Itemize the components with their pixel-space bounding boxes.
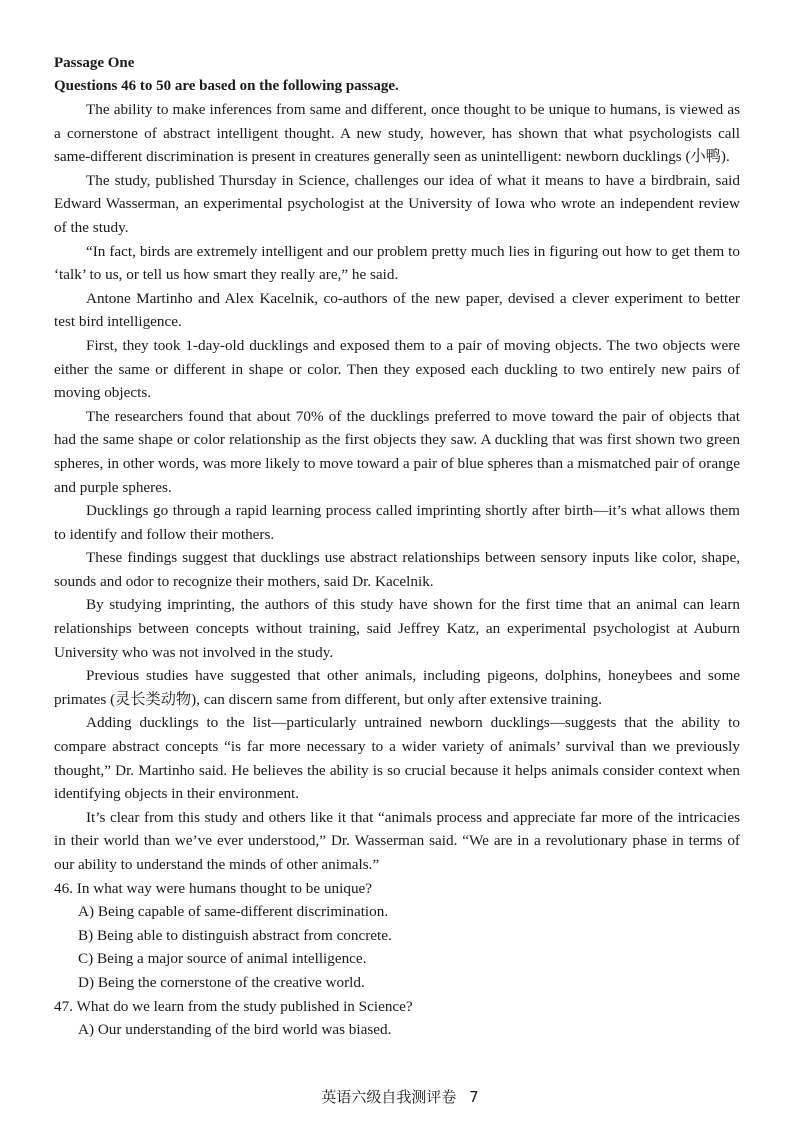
passage-paragraph-8: These findings suggest that ducklings use abstract relationships between sensory inputs like color, shape, sounds and odor to recognize their mothers, said Dr. Kacelnik. — [54, 549, 740, 590]
option-d: D) Being the cornerstone of the creative world. — [78, 973, 365, 991]
passage-paragraph-6: The researchers found that about 70% of the ducklings preferred to move toward the pair of objects that had the same shape or color relationship as the first objects they saw. A duckling that was first shown two green spheres, in other words, was more likely to move toward a pair of blue spheres than a mismatched pair of orange and purple spheres. — [54, 407, 740, 496]
passage-body — [54, 98, 740, 877]
passage-paragraph-5: First, they took 1-day-old ducklings and exposed them to a pair of moving objects. The two objects were either the same or different in shape or color. Then they exposed each duckling to two entirely new pairs of moving objects. — [54, 336, 740, 402]
passage-paragraph-1: The ability to make inferences from same and different, once thought to be unique to humans, is viewed as a cornerstone of abstract intelligent thought. A new study, however, has shown that what psychologists call same-different discrimination is present in creatures generally seen as unintelligent: newborn ducklings (小鸭). — [54, 101, 740, 166]
passage-paragraph-2: The study, published Thursday in Science, challenges our idea of what it means to have a birdbrain, said Edward Wasserman, an experimental psychologist at the University of Iowa who wrote an independent review of the study. — [54, 171, 740, 236]
passage-paragraph-12: It’s clear from this study and others like it that “animals process and appreciate far more of the intricacies in their world than we’ve ever understood,” Dr. Wasserman said. “We are in a revolutionary phase in terms of our ability to understand the minds of other animals.” — [54, 808, 740, 873]
question-stem: 47. What do we learn from the study published in Science? — [54, 997, 413, 1015]
option-a: A) Our understanding of the bird world was biased. — [78, 1021, 392, 1039]
passage-paragraph-7: Ducklings go through a rapid learning process called imprinting shortly after birth—it’s what allows them to identify and follow their mothers. — [54, 502, 740, 543]
option-b: B) Being able to distinguish abstract from concrete. — [78, 926, 392, 944]
option-c: C) Being a major source of animal intelligence. — [78, 950, 367, 968]
passage-paragraph-3: “In fact, birds are extremely intelligent and our problem pretty much lies in figuring out how to get them to ‘talk’ to us, or tell us how smart they really are,” he said. — [54, 242, 740, 284]
question-47 — [54, 995, 740, 1042]
option-a: A) Being capable of same-different discrimination. — [78, 903, 389, 921]
page-footer — [0, 1086, 800, 1107]
passage-paragraph-10: Previous studies have suggested that other animals, including pigeons, dolphins, honeybees and some primates (灵长类动物), can discern same from different, but only after extensive training. — [54, 667, 740, 708]
passage-instruction: Questions 46 to 50 are based on the following passage. — [54, 78, 399, 94]
passage-paragraph-11: Adding ducklings to the list—particularly untrained newborn ducklings—suggests that the ability to compare abstract concepts “is far more necessary to a wider variety of animals’ survival than we previously thought,” Dr. Martinho said. He believes the ability is so crucial because it helps animals consider context when identifying objects in their environment. — [54, 714, 740, 803]
passage-paragraph-4: Antone Martinho and Alex Kacelnik, co-authors of the new paper, devised a clever experiment to better test bird intelligence. — [54, 289, 740, 331]
footer-title: 英语六级自我测评卷 — [321, 1088, 457, 1106]
question-stem: 46. In what way were humans thought to be unique? — [54, 879, 373, 897]
passage-paragraph-9: By studying imprinting, the authors of this study have shown for the first time that an animal can learn relationships between concepts without training, said Jeffrey Katz, an experimental psychologist at Auburn University who was not involved in the study. — [54, 596, 740, 661]
question-46 — [54, 877, 740, 995]
passage-title: Passage One — [54, 55, 135, 71]
page-number: 7 — [469, 1088, 479, 1106]
